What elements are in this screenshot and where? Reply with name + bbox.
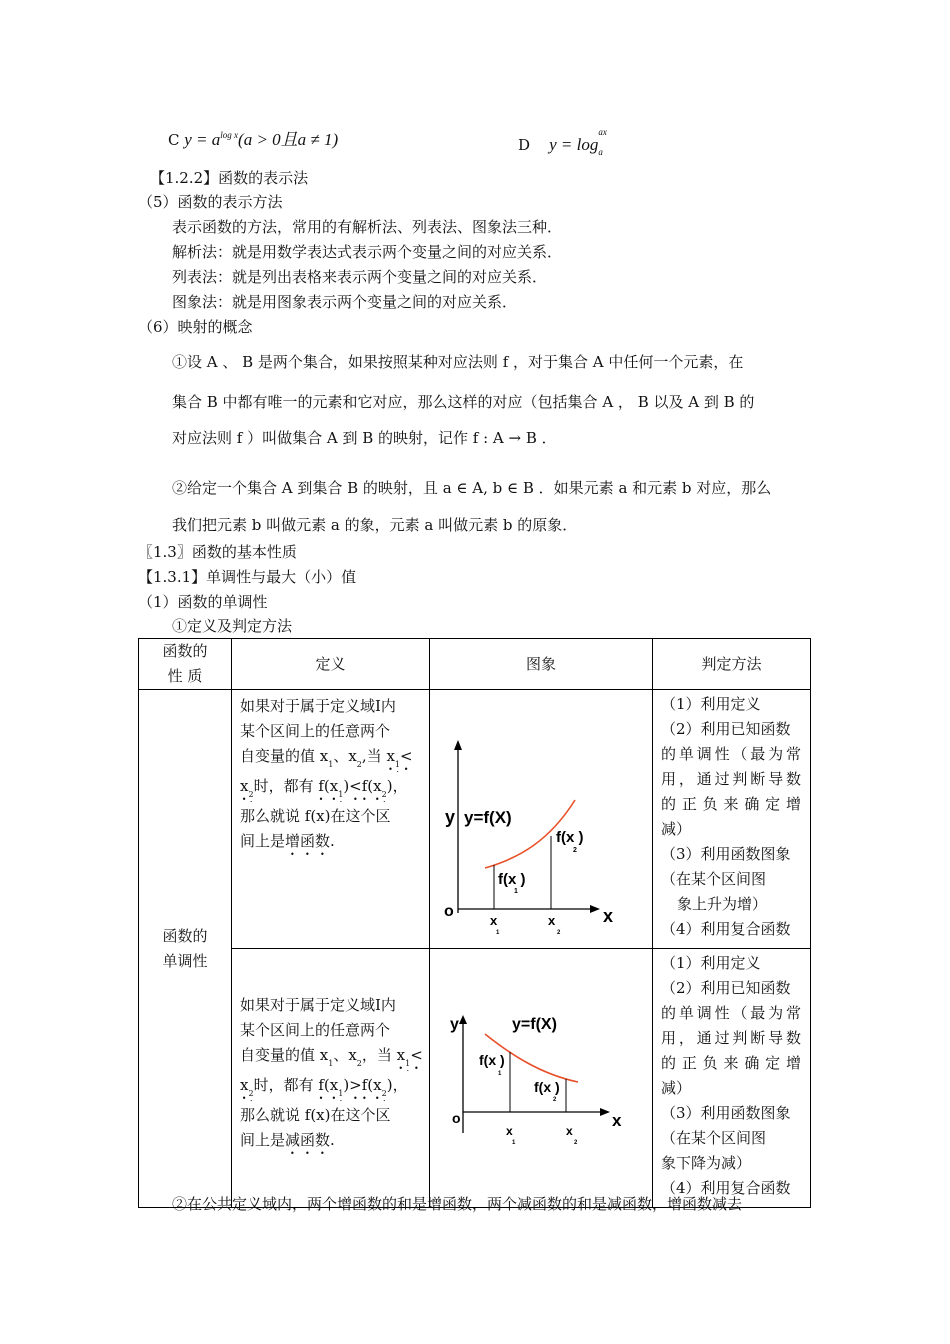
def-dec-line6 <box>240 1128 429 1158</box>
def-inc-l6end: . <box>330 832 335 850</box>
method-dec-3: 的单调性（最为常 <box>661 1004 801 1022</box>
def-inc-l4f1: f(x <box>318 777 339 795</box>
formula-c-sup: log x <box>220 130 239 140</box>
def-dec-l3a: 自变量的值 x <box>240 1046 329 1064</box>
method-dec-4: 用，通过判断导数 <box>661 1029 801 1047</box>
def-dec-line2: 某个区间上的任意两个 <box>240 1021 391 1039</box>
item6-p2-line2: 我们把元素 b 叫做元素 a 的象，元素 a 叫做元素 b 的原象． <box>172 516 578 534</box>
def-dec-l3s2: 2 <box>356 1059 362 1068</box>
option-label-d: D <box>518 136 531 154</box>
def-dec-l3xs: 1 <box>405 1059 411 1068</box>
def-dec-line4 <box>240 1073 429 1103</box>
x1-sub: 1 <box>496 930 500 936</box>
def-inc-line5: 那么就说 f(x)在这个区 <box>240 807 391 825</box>
def-inc-l3s2: 2 <box>356 760 362 769</box>
item5-line1: 表示函数的方法，常用的有解析法、列表法、图象法三种． <box>172 218 563 236</box>
increasing-graph <box>430 690 653 940</box>
formula-d-expr: y = log <box>549 135 599 154</box>
method-dec-7: （3）利用函数图象 <box>661 1104 791 1122</box>
method-inc-9: 象上升为增） <box>677 895 768 913</box>
formula-c-cond: (a > 0且a ≠ 1) <box>238 130 339 149</box>
method-inc-6: 减） <box>661 820 692 838</box>
x2-sub: 2 <box>574 1140 578 1146</box>
formula-d-sub: a <box>598 147 603 157</box>
method-dec-1: （1）利用定义 <box>661 954 761 972</box>
x1-label: x <box>506 1124 513 1138</box>
def-inc-l4f1e: ) <box>343 777 350 795</box>
f2-label: f(x ) <box>534 1079 560 1095</box>
header-property-line2: 性 质 <box>167 667 203 685</box>
def-inc-line2: 某个区间上的任意两个 <box>240 722 391 740</box>
decreasing-graph <box>430 949 653 1199</box>
f2-label: f(x ) <box>556 829 584 846</box>
formula-c-prefix: y = a <box>184 130 221 149</box>
method-inc-4: 用，通过判断导数 <box>661 770 801 788</box>
def-dec-l4end: ， <box>392 1076 408 1094</box>
method-dec-5: 的正负来确定增 <box>661 1054 801 1072</box>
def-dec-l4xs: 2 <box>248 1089 254 1098</box>
section-heading-122: 【1.2.2】函数的表示法 <box>150 169 309 187</box>
y-arrow-icon <box>459 1015 467 1024</box>
def-inc-l4f2: f(x <box>361 777 382 795</box>
f1-label: f(x ) <box>479 1052 505 1068</box>
graph-title: y=f(X) <box>512 1016 557 1033</box>
def-inc-l4end: ， <box>392 777 408 795</box>
def-dec-l3x: x <box>396 1046 406 1064</box>
def-dec-l4x: x <box>240 1076 249 1094</box>
method-decreasing <box>653 949 811 1208</box>
method-increasing <box>653 690 811 949</box>
y-label: y <box>450 1016 459 1033</box>
option-label-c: C <box>168 131 180 149</box>
def-inc-l6dot: 增函数 <box>285 832 331 850</box>
formula-c <box>168 130 338 152</box>
definition-increasing <box>232 690 430 949</box>
def-dec-l4f1s: 1 <box>338 1089 344 1098</box>
definition-decreasing <box>232 949 430 1208</box>
def-dec-l4f1: f(x <box>318 1076 339 1094</box>
method-inc-2: （2）利用已知函数 <box>661 720 791 738</box>
method-inc-10: （4）利用复合函数 <box>661 920 791 938</box>
def-dec-l3b: 、x <box>333 1046 357 1064</box>
def-dec-l4f2s: 2 <box>381 1089 387 1098</box>
def-dec-l4a: 时，都有 <box>253 1076 319 1094</box>
item6-p2-line1: ②给定一个集合 A 到集合 B 的映射，且 a ∈ A, b ∈ B ．如果元素 a 和元素 b 对应，那么 <box>172 479 772 497</box>
def-inc-line3 <box>240 744 429 774</box>
def-dec-l4f1e: ) <box>343 1076 350 1094</box>
section-heading-13: 〖1.3〗函数的基本性质 <box>138 543 297 561</box>
item6-p1-line2: 集合 B 中都有唯一的元素和它对应，那么这样的对应（包括集合 A ， B 以及 A 到 B 的 <box>172 393 755 411</box>
x1-sub: 1 <box>512 1140 516 1146</box>
row-label-line2: 单调性 <box>162 951 208 970</box>
def-dec-line1: 如果对于属于定义域I内 <box>240 996 396 1014</box>
x-label: x <box>603 906 614 926</box>
def-inc-l4x: x <box>240 777 249 795</box>
header-property-line1: 函数的 <box>162 642 208 660</box>
origin-label: o <box>452 1110 461 1126</box>
def-inc-l4xs: 2 <box>248 790 254 799</box>
def-inc-l4a: 时，都有 <box>253 777 319 795</box>
def-inc-l4f1s: 1 <box>338 790 344 799</box>
def-dec-l3s1: 1 <box>328 1059 334 1068</box>
def-dec-l6a: 间上是 <box>240 1131 286 1149</box>
item5-title: （5）函数的表示方法 <box>138 193 283 211</box>
f1-sub: 1 <box>498 1071 502 1077</box>
x2-label: x <box>548 913 556 928</box>
def-inc-l3lt: < <box>400 747 413 765</box>
header-definition: 定义 <box>232 639 430 690</box>
method-dec-6: 减） <box>661 1079 692 1097</box>
method-dec-8: （在某个区间图 <box>661 1129 767 1147</box>
def-dec-l6dot: 减函数 <box>285 1131 331 1149</box>
item5-line3: 列表法：就是列出表格来表示两个变量之间的对应关系． <box>172 268 548 286</box>
x2-label: x <box>566 1124 573 1138</box>
method-inc-3: 的单调性（最为常 <box>661 745 801 763</box>
def-dec-l4f2: f(x <box>361 1076 382 1094</box>
def-dec-line5: 那么就说 f(x)在这个区 <box>240 1106 391 1124</box>
def-inc-l4op: < <box>349 777 362 795</box>
f2-sub: 2 <box>553 1097 557 1103</box>
def-inc-l4f2e: ) <box>386 777 393 795</box>
y-arrow-icon <box>454 740 462 750</box>
section-heading-131: 【1.3.1】单调性与最大（小）值 <box>138 568 357 586</box>
f1-sub: 1 <box>514 888 518 895</box>
row-label-line1: 函数的 <box>162 926 208 945</box>
x-label: x <box>612 1111 622 1130</box>
table-header-row <box>139 639 811 690</box>
table-row-increasing <box>139 690 811 949</box>
item5-line2: 解析法：就是用数学表达式表示两个变量之间的对应关系． <box>172 243 563 261</box>
def-dec-l3lt: < <box>410 1046 423 1064</box>
formula-d-sup: ax <box>598 127 607 137</box>
method-dec-9: 象下降为减） <box>661 1154 752 1172</box>
def-inc-line4 <box>240 774 429 804</box>
def-inc-l4f2s: 2 <box>381 790 387 799</box>
def-inc-l3x: x <box>386 747 395 765</box>
header-property <box>139 639 232 690</box>
table-row-decreasing <box>139 949 811 1208</box>
def-inc-l3b: 、x <box>333 747 357 765</box>
method-inc-1: （1）利用定义 <box>661 695 761 713</box>
f1-label: f(x ) <box>498 871 526 888</box>
def-dec-l6end: . <box>330 1131 335 1149</box>
def-inc-l3c: ,当 <box>361 747 387 765</box>
def-inc-l6a: 间上是 <box>240 832 286 850</box>
graph-decreasing <box>430 949 653 1208</box>
x2-sub: 2 <box>557 930 561 936</box>
monotonicity-table <box>138 638 811 1208</box>
method-inc-5: 的正负来确定增 <box>661 795 801 813</box>
formula-d <box>518 127 612 157</box>
def-inc-line6 <box>240 829 429 859</box>
y-label: y <box>445 807 456 827</box>
def-dec-l4f2e: ) <box>386 1076 393 1094</box>
def-dec-l3c: ，当 <box>361 1046 397 1064</box>
header-method: 判定方法 <box>653 639 811 690</box>
def-inc-l3xs: 1 <box>394 760 400 769</box>
origin-label: o <box>444 903 454 920</box>
method-inc-8: （在某个区间图 <box>661 870 767 888</box>
f2-sub: 2 <box>573 847 577 854</box>
method-inc-7: （3）利用函数图象 <box>661 845 791 863</box>
item6-title: （6）映射的概念 <box>138 318 253 336</box>
row-label-monotonicity <box>139 690 232 1208</box>
item1-sub: ①定义及判定方法 <box>172 617 293 635</box>
header-graph: 图象 <box>430 639 653 690</box>
x1-label: x <box>490 913 498 928</box>
def-dec-l4op: > <box>349 1076 362 1094</box>
x-arrow-icon <box>600 1108 610 1116</box>
footer-text: ②在公共定义域内，两个增函数的和是增函数，两个减函数的和是减函数，增函数减去 <box>172 1195 743 1213</box>
item1-title: （1）函数的单调性 <box>138 593 268 611</box>
graph-title: y=f(X) <box>464 808 512 827</box>
def-dec-line3 <box>240 1043 429 1073</box>
x-arrow-icon <box>590 905 600 913</box>
def-inc-line1: 如果对于属于定义域I内 <box>240 697 396 715</box>
item6-p1-line1: ①设 A 、 B 是两个集合，如果按照某种对应法则 f ，对于集合 A 中任何一个元素，在 <box>172 353 744 371</box>
def-inc-l3s1: 1 <box>328 760 334 769</box>
item5-line4: 图象法：就是用图象表示两个变量之间的对应关系． <box>172 293 518 311</box>
method-dec-10: （4）利用复合函数 <box>661 1179 791 1197</box>
def-inc-l3a: 自变量的值 x <box>240 747 329 765</box>
method-dec-2: （2）利用已知函数 <box>661 979 791 997</box>
graph-increasing <box>430 690 653 949</box>
item6-p1-line3: 对应法则 f ）叫做集合 A 到 B 的映射，记作 f : A → B ． <box>172 429 557 447</box>
